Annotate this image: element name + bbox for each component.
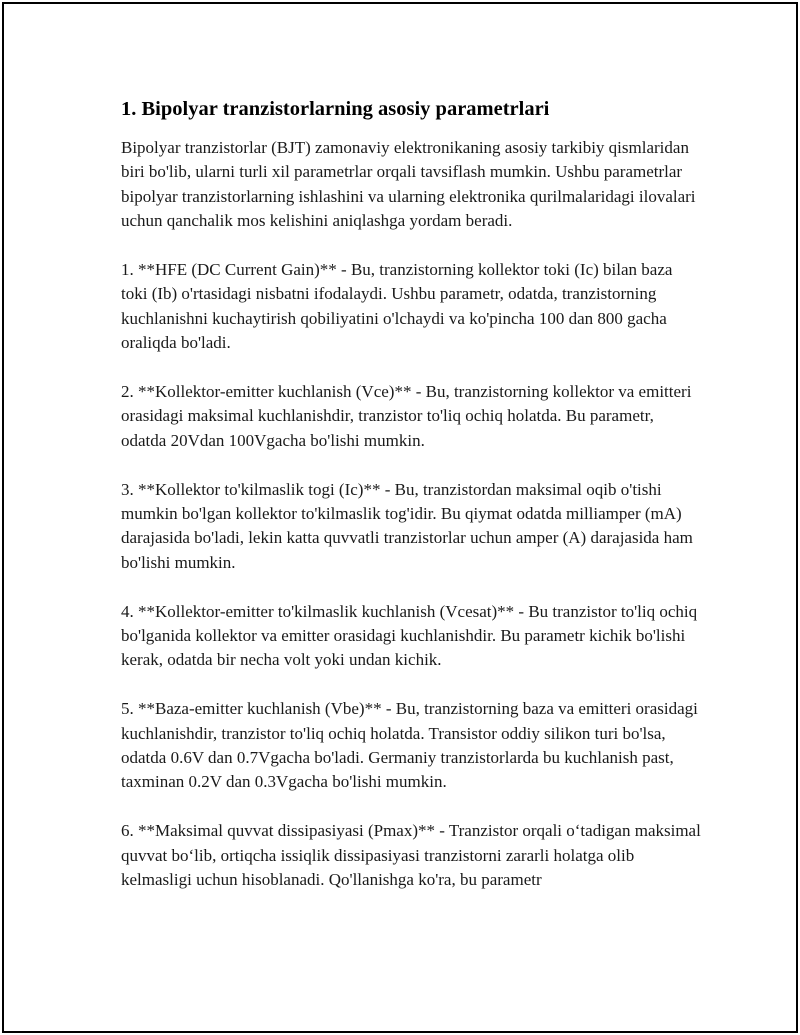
parameter-vcesat-paragraph: 4. **Kollektor-emitter to'kilmaslik kuchlanish (Vcesat)** - Bu tranzistor to'liq ochiq bo'lganida kollektor va emitter orasidagi kuchlanishdir. Bu parametr kichik bo'lishi kerak, odatda bir necha volt yoki undan kichik. (121, 601, 698, 670)
document-title: 1. Bipolyar tranzistorlarning asosiy parametrlari (121, 98, 550, 120)
parameter-pmax-paragraph: 6. **Maksimal quvvat dissipasiyasi (Pmax)** - Tranzistor orqali o‘tadigan maksimal quvvat bo‘lib, ortiqcha issiqlik dissipasiyasi tranzistorni zararli holatga olib kelmasligi uchun hisoblanadi. Qo'llanishga ko'ra, bu parametr (121, 821, 701, 890)
document-body (121, 96, 701, 893)
page-frame (2, 2, 798, 1033)
parameter-hfe-paragraph: 1. **HFE (DC Current Gain)** - Bu, tranzistorning kollektor toki (Ic) bilan baza toki (Ib) o'rtasidagi nisbatni ifodalaydi. Ushbu parametr, odatda, tranzistorning kuchlanishni kuchaytirish qobiliyatini o'lchaydi va ko'pincha 100 dan 800 gacha oraliqda bo'ladi. (121, 260, 673, 353)
parameter-ic-paragraph: 3. **Kollektor to'kilmaslik togi (Ic)** - Bu, tranzistordan maksimal oqib o'tishi mumkin bo'lgan kollektor to'kilmaslik tog'idir. Bu qiymat odatda milliamper (mA) darajasida bo'ladi, lekin katta quvvatli tranzistorlar uchun amper (A) darajasida ham bo'lishi mumkin. (121, 479, 693, 572)
intro-paragraph: Bipolyar tranzistorlar (BJT) zamonaviy elektronikaning asosiy tarkibiy qismlaridan biri bo'lib, ularni turli xil parametrlar orqali tavsiflash mumkin. Ushbu parametrlar bipolyar tranzistorlarning ishlashini va ularning elektronika qurilmalaridagi ilovalari uchun qanchalik mos kelishini aniqlashga yordam beradi. (121, 138, 696, 231)
parameter-vbe-paragraph: 5. **Baza-emitter kuchlanish (Vbe)** - Bu, tranzistorning baza va emitteri orasidagi kuchlanishdir, tranzistor to'liq ochiq holatda. Transistor oddiy silikon turi bo'lsa, odatda 0.6V dan 0.7Vgacha bo'ladi. Germaniy tranzistorlarda bu kuchlanish past, taxminan 0.2V dan 0.3Vgacha bo'lishi mumkin. (121, 699, 698, 792)
parameter-vce-paragraph: 2. **Kollektor-emitter kuchlanish (Vce)** - Bu, tranzistorning kollektor va emitteri orasidagi maksimal kuchlanishdir, tranzistor to'liq ochiq holatda. Bu parametr, odatda 20Vdan 100Vgacha bo'lishi mumkin. (121, 382, 692, 450)
